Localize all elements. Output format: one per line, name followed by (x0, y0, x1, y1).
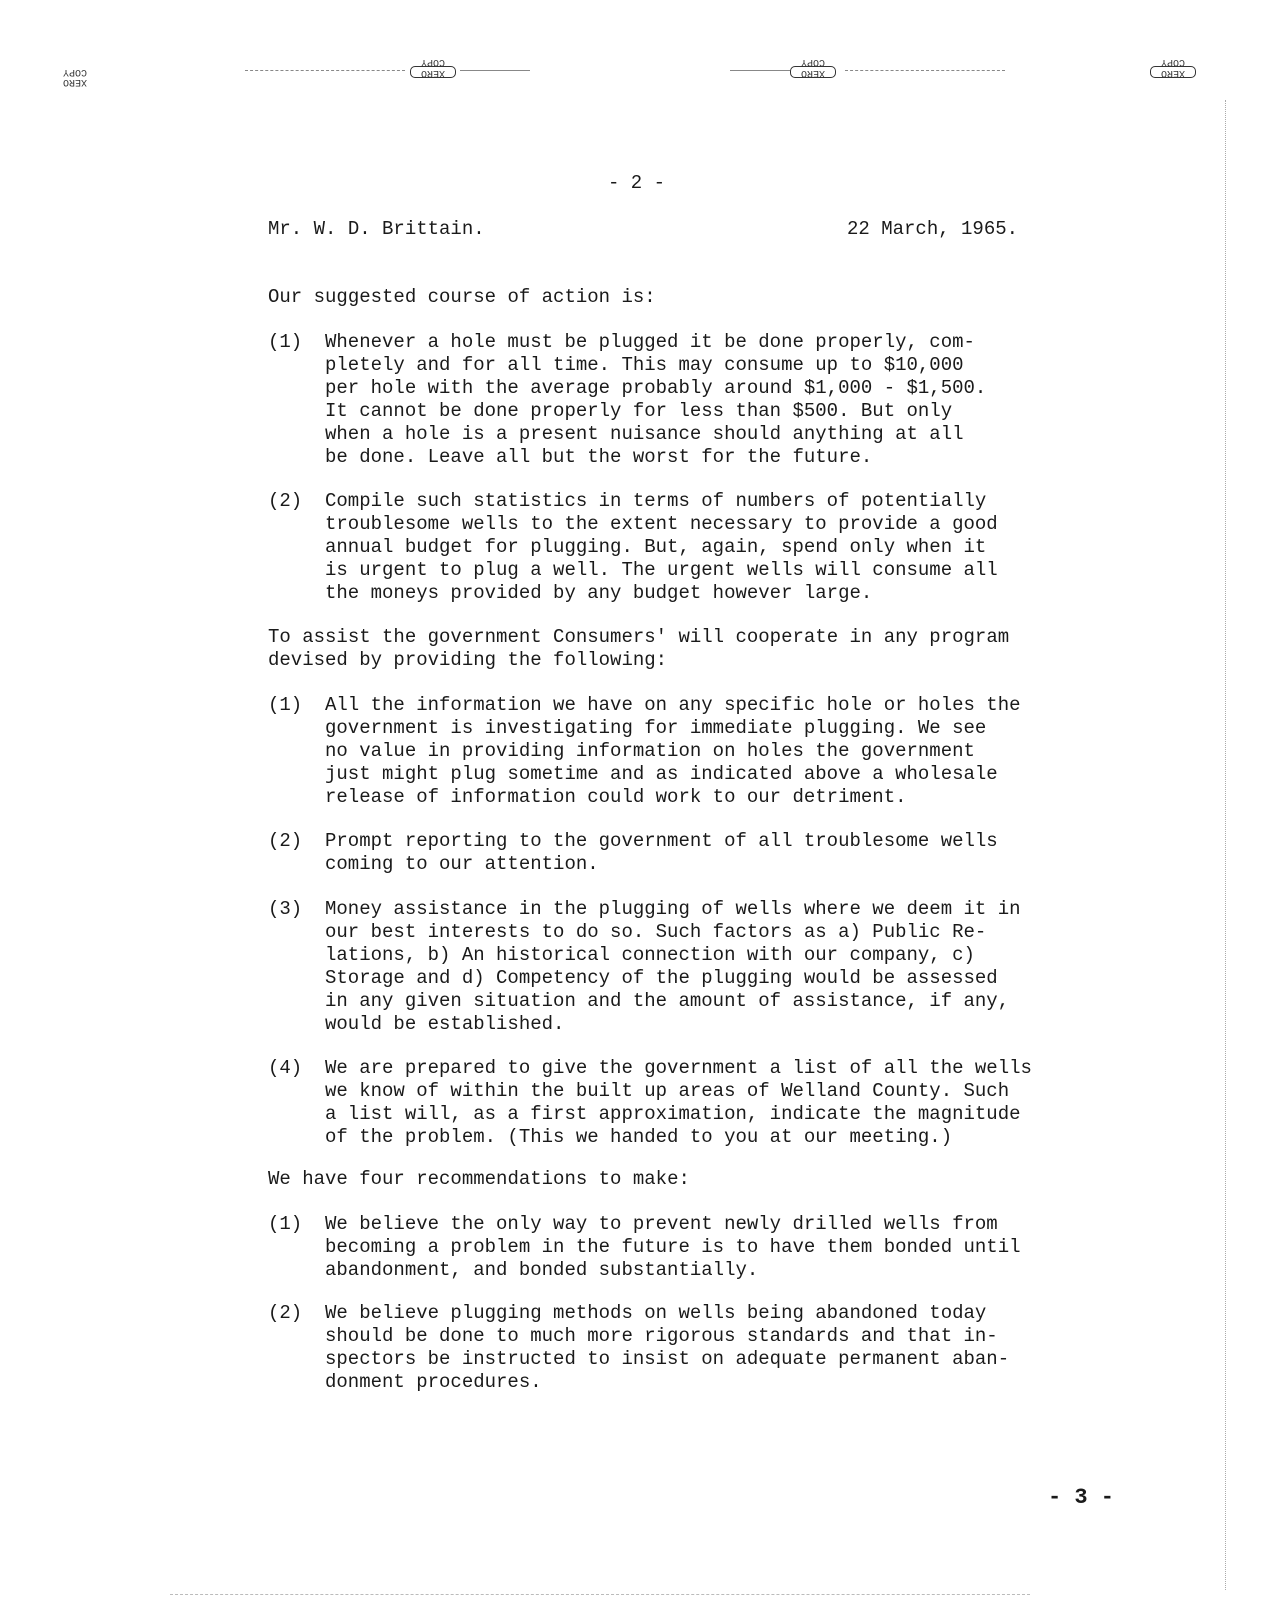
xerox-stamp (52, 66, 98, 86)
item-number: (2) (268, 830, 303, 852)
item-text: All the information we have on any specific hole or holes the government is investigating for immediate plugging. We see no value in providing information on holes the government just might plug sometime and as indicated above a wholesale release of information could work to our detriment. (325, 694, 1021, 808)
item-text: Compile such statistics in terms of numbers of potentially troublesome wells to the extent necessary to provide a good annual budget for plugging. But, again, spend only when it is urgent to plug a well. The urgent wells will consume all the moneys provided by any budget however large. (325, 490, 998, 604)
item-number: (1) (268, 1213, 303, 1235)
stamp-bottom-text: XERO (1150, 66, 1196, 78)
scan-rule (245, 70, 405, 71)
assist-intro-paragraph: To assist the government Consumers' will cooperate in any program devised by providing the following: (268, 626, 1010, 671)
scan-rule (460, 70, 530, 71)
item-text: We believe the only way to prevent newly drilled wells from becoming a problem in the future is to have them bonded until abandonment, and bonded substantially. (325, 1213, 1021, 1281)
item-number: (2) (268, 1302, 303, 1324)
stamp-bottom-text: XERO (410, 66, 456, 78)
item-number: (3) (268, 898, 303, 920)
item-text: We are prepared to give the government a list of all the wells we know of within the built up areas of Welland County. Such a list will, as a first approximation, indicate the magnitude of the problem. (This we handed to you at our meeting.) (325, 1057, 1032, 1148)
stamp-top-text: COPY (421, 56, 446, 67)
item-number: (4) (268, 1057, 303, 1079)
stamp-bottom-text: XERO (63, 76, 88, 87)
stamp-bottom-text: XERO (790, 66, 836, 78)
recommendations-intro: We have four recommendations to make: (268, 1168, 690, 1190)
intro-paragraph: Our suggested course of action is: (268, 286, 656, 308)
scan-edge (1225, 100, 1226, 1590)
letter-date: 22 March, 1965. (847, 218, 1019, 240)
page-number: - 2 - (608, 172, 666, 194)
item-text: Whenever a hole must be plugged it be done properly, com- pletely and for all time. This may consume up to $10,000 per hole with the average probably around $1,000 - $1,500. It cannot be done properly for less than $500. But only when a hole is a present nuisance should anything at all be done. Leave all but the worst for the future. (325, 331, 987, 468)
scan-rule (845, 70, 1005, 71)
xerox-stamp (790, 56, 836, 78)
stamp-top-text: COPY (1161, 56, 1186, 67)
item-number: (1) (268, 331, 303, 353)
xerox-stamp (1150, 56, 1196, 78)
next-page-marker: - 3 - (1048, 1485, 1115, 1510)
item-number: (1) (268, 694, 303, 716)
stamp-top-text: COPY (801, 56, 826, 67)
stamp-top-text: COPY (63, 66, 88, 77)
scan-edge (170, 1594, 1030, 1595)
item-text: Money assistance in the plugging of wells where we deem it in our best interests to do so. Such factors as a) Public Re- lations, b) An historical connection with our company, c) Storage and d) Competency of the plugging would be assessed in any given situation and the amount of assistance, if any, would be established. (325, 898, 1021, 1035)
scan-rule (730, 70, 790, 71)
recipient-name: Mr. W. D. Brittain. (268, 218, 485, 240)
item-number: (2) (268, 490, 303, 512)
item-text: We believe plugging methods on wells being abandoned today should be done to much more rigorous standards and that in- spectors be instructed to insist on adequate permanent aban- donment procedures. (325, 1302, 1010, 1393)
item-text: Prompt reporting to the government of all troublesome wells coming to our attention. (325, 830, 998, 875)
xerox-stamp (410, 56, 456, 78)
